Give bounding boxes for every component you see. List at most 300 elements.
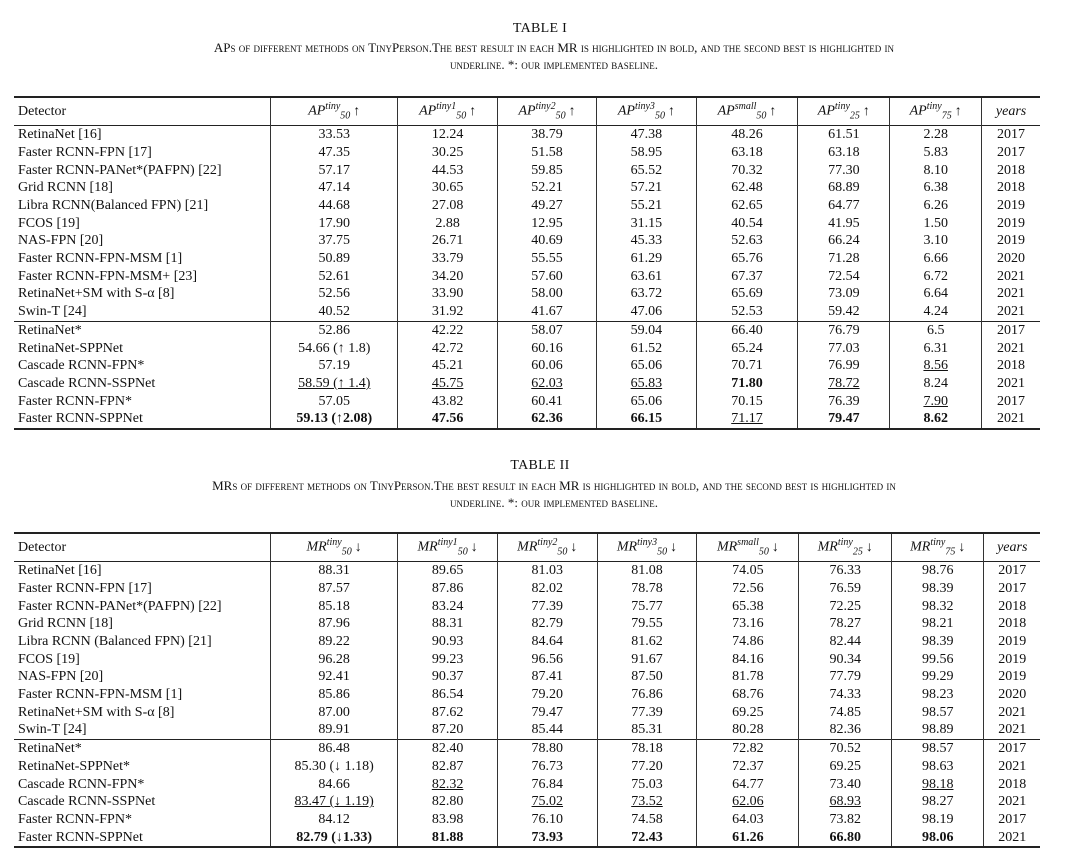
metric-cell: 64.77 [798,197,890,215]
table1-caption-line1: APs of different methods on TinyPerson.The best result in each MR is highlighted in bold, and the second best is highlighted in [213,40,895,55]
detector-cell: RetinaNet+SM with S-α [8] [18,704,175,720]
year-cell: 2019 [982,232,1040,250]
metric-cell: 57.19 [271,357,398,375]
metric-cell: 72.25 [799,598,892,616]
second-best-value: 73.52 [631,794,663,810]
detector-cell: Faster RCNN-FPN* [18,812,132,827]
metric-cell: 70.32 [696,162,798,180]
metric-cell: 52.53 [696,303,798,321]
metric-cell: 87.57 [271,580,398,598]
table2-header-superscript: tiny [837,537,853,548]
year-cell: 2021 [982,285,1040,303]
table2-header-col-4 [597,533,697,562]
detector-cell: Libra RCNN(Balanced FPN) [21] [18,197,209,213]
metric-cell: 96.28 [271,651,398,669]
metric-cell: 65.38 [697,598,799,616]
table-row [14,232,1040,250]
metric-cell [891,829,984,848]
metric-cell: 77.03 [798,340,890,358]
metric-cell: 37.75 [271,232,398,250]
metric-cell: 57.21 [597,179,696,197]
metric-cell: 87.62 [398,704,498,722]
table1-header-arrow-icon: ↑ [469,103,477,119]
table2-header-row [14,533,1040,562]
table1-header-col-7 [890,97,982,126]
metric-cell: 76.99 [798,357,890,375]
year-cell: 2020 [982,250,1040,268]
metric-cell: 99.29 [891,668,984,686]
table1-header-years: years [995,103,1027,119]
metric-cell: 55.55 [497,250,596,268]
metric-cell: 86.54 [398,686,498,704]
second-best-value: 62.06 [732,794,764,810]
metric-cell: 52.63 [696,232,798,250]
metric-cell [798,410,890,429]
table1-header-col-4 [597,97,696,126]
table2-header-arrow-icon: ↓ [865,539,873,555]
metric-cell: 67.37 [696,268,798,286]
second-best-value: 8.56 [923,358,948,374]
metric-cell: 99.56 [891,651,984,669]
detector-cell: FCOS [19] [18,651,80,667]
year-cell: 2021 [982,268,1040,286]
metric-cell: 17.90 [271,215,398,233]
table2-header-subscript: 50 [557,546,568,558]
table1-header-subscript: 50 [555,110,566,122]
table2-header-col-8 [984,533,1040,562]
metric-cell [497,410,596,429]
metric-cell: 66.24 [798,232,890,250]
metric-cell: 55.21 [597,197,696,215]
metric-cell: 12.95 [497,215,596,233]
detector-cell: Grid RCNN [18] [18,616,113,632]
metric-cell: 80.28 [697,721,799,739]
metric-cell [890,410,982,429]
year-cell: 2019 [982,197,1040,215]
year-cell: 2018 [982,179,1040,197]
year-cell: 2019 [984,668,1040,686]
table1-header-superscript: tiny1 [436,101,457,112]
second-best-value: 68.93 [829,794,861,810]
table1-header-metric: AP [817,103,835,119]
table2-header-arrow-icon: ↓ [570,539,578,555]
metric-cell: 61.29 [597,250,696,268]
detector-cell: FCOS [19] [18,215,80,231]
year-cell: 2021 [982,340,1040,358]
table-row [14,375,1040,393]
table1-header-metric: AP [419,103,437,119]
metric-cell: 65.06 [597,357,696,375]
metric-cell: 84.66 [271,776,398,794]
best-value: 71.80 [731,376,763,391]
metric-cell [271,793,398,811]
metric-cell: 60.16 [497,340,596,358]
table1-header-superscript: tiny2 [535,101,556,112]
metric-cell [890,393,982,411]
metric-cell: 79.20 [497,686,597,704]
metric-cell [497,829,597,848]
table1-header-metric: AP [909,103,927,119]
table-row [14,776,1040,794]
best-value: 66.80 [829,829,861,845]
year-cell: 2017 [982,144,1040,162]
detector-cell: Faster RCNN-FPN [17] [18,144,152,160]
metric-cell: 73.82 [799,811,892,829]
metric-cell: 8.10 [890,162,982,180]
detector-cell: Faster RCNN-FPN-MSM+ [23] [18,268,198,284]
second-best-value: 7.90 [923,393,948,409]
metric-cell: 6.66 [890,250,982,268]
metric-cell: 63.18 [696,144,798,162]
table2-header-superscript: tiny1 [437,537,458,548]
year-cell: 2017 [982,393,1040,411]
table-row [14,179,1040,197]
metric-cell: 77.20 [597,758,697,776]
metric-cell: 88.31 [398,615,498,633]
detector-cell: Swin-T [24] [18,304,87,320]
metric-cell [398,829,498,848]
metric-cell: 76.84 [497,776,597,794]
metric-cell: 6.72 [890,268,982,286]
metric-cell: 2.28 [890,126,982,144]
metric-cell [597,793,697,811]
metric-cell [696,410,798,429]
metric-cell: 40.54 [696,215,798,233]
table1-header-superscript: tiny [834,101,850,112]
detector-cell: RetinaNet-SPPNet* [18,758,130,774]
table2-mr-results [14,532,1040,848]
year-cell: 2021 [984,721,1040,739]
metric-cell: 87.96 [271,615,398,633]
metric-cell: 47.06 [597,303,696,321]
table1-header-col-2 [398,97,497,126]
metric-cell [398,375,497,393]
table2-header-metric: MR [417,539,438,555]
metric-cell: 92.41 [271,668,398,686]
table-row [14,562,1040,580]
table1-header-col-6 [798,97,890,126]
year-cell: 2020 [984,686,1040,704]
table2-header-col-5 [697,533,799,562]
table2-header-metric: MR [517,539,538,555]
second-best-value: 82.32 [431,776,464,792]
metric-cell: 79.47 [497,704,597,722]
metric-cell [696,375,798,393]
year-cell: 2019 [984,633,1040,651]
metric-cell: 49.27 [497,197,596,215]
table-row [14,321,1040,339]
metric-cell: 74.86 [697,633,799,651]
metric-cell [497,375,596,393]
table-row [14,268,1040,286]
metric-cell: 68.76 [697,686,799,704]
metric-cell: 66.40 [696,321,798,339]
metric-cell: 85.30 (↓ 1.18) [271,758,398,776]
metric-cell: 75.77 [597,598,697,616]
metric-cell: 6.38 [890,179,982,197]
metric-cell: 6.5 [890,321,982,339]
metric-cell: 40.69 [497,232,596,250]
metric-cell: 76.10 [497,811,597,829]
table1-header-subscript: 50 [340,110,351,122]
metric-cell: 77.39 [497,598,597,616]
table1-header-metric: AP [617,103,635,119]
metric-cell: 98.27 [891,793,984,811]
metric-cell: 98.57 [891,704,984,722]
metric-cell: 98.57 [891,740,984,758]
table1-caption-line2: underline. *: our implemented baseline. [449,57,659,72]
metric-cell: 82.79 [497,615,597,633]
table1-header-subscript: 50 [654,110,665,122]
detector-cell: RetinaNet [16] [18,563,102,579]
table2-title: TABLE II [510,458,570,473]
metric-cell: 78.27 [799,615,892,633]
best-value: 62.36 [531,411,563,427]
metric-cell: 89.22 [271,633,398,651]
table-row [14,686,1040,704]
metric-cell: 81.08 [597,562,697,580]
metric-cell: 73.40 [799,776,892,794]
table2-header-col-3 [497,533,597,562]
metric-cell: 60.41 [497,393,596,411]
metric-cell: 1.50 [890,215,982,233]
metric-cell: 6.64 [890,285,982,303]
metric-cell: 68.89 [798,179,890,197]
metric-cell: 87.20 [398,721,498,739]
metric-cell [597,829,697,848]
metric-cell: 77.79 [799,668,892,686]
detector-cell: Faster RCNN-SPPNet [18,411,143,427]
metric-cell: 64.03 [697,811,799,829]
metric-cell: 44.68 [271,197,398,215]
second-best-value: 83.47 (↓ 1.19) [294,794,374,810]
table2-header-detector: Detector [18,539,67,555]
metric-cell: 76.73 [497,758,597,776]
metric-cell: 76.79 [798,321,890,339]
table2-header-metric: MR [716,539,738,555]
table1-header-subscript: 75 [941,110,952,122]
second-best-value: 65.83 [630,376,663,391]
table-row [14,303,1040,321]
metric-cell: 52.61 [271,268,398,286]
metric-cell: 83.98 [398,811,498,829]
metric-cell: 72.54 [798,268,890,286]
table2-header-subscript: 50 [457,546,468,558]
metric-cell: 76.39 [798,393,890,411]
year-cell: 2021 [982,303,1040,321]
metric-cell: 2.88 [398,215,497,233]
metric-cell: 47.35 [271,144,398,162]
metric-cell: 63.72 [597,285,696,303]
detector-cell: Cascade RCNN-SSPNet [18,794,156,810]
table2-header-col-7 [891,533,984,562]
table1-header-metric: AP [717,103,735,119]
table1-header-arrow-icon: ↑ [667,103,675,119]
metric-cell [697,793,799,811]
metric-cell: 65.69 [696,285,798,303]
metric-cell [799,793,892,811]
metric-cell: 52.86 [271,321,398,339]
year-cell: 2021 [982,410,1040,429]
best-value: 61.26 [732,829,764,845]
metric-cell [697,829,799,848]
table-row [14,580,1040,598]
metric-cell: 84.12 [271,811,398,829]
year-cell: 2021 [982,375,1040,393]
table2-header-metric: MR [817,539,838,555]
year-cell: 2017 [984,740,1040,758]
metric-cell: 58.07 [497,321,596,339]
table1-caption [0,39,1080,73]
table1-title: TABLE I [512,21,568,36]
metric-cell: 78.78 [597,580,697,598]
metric-cell: 85.44 [497,721,597,739]
table2-header-subscript: 25 [852,546,863,558]
table2-header-superscript: tiny [326,537,342,548]
metric-cell: 82.80 [398,793,498,811]
metric-cell: 73.16 [697,615,799,633]
metric-cell: 41.67 [497,303,596,321]
metric-cell: 70.15 [696,393,798,411]
metric-cell [890,357,982,375]
year-cell: 2018 [982,162,1040,180]
metric-cell: 98.39 [891,633,984,651]
second-best-value: 78.72 [828,376,860,391]
metric-cell: 61.52 [597,340,696,358]
metric-cell: 91.67 [597,651,697,669]
metric-cell: 57.17 [271,162,398,180]
second-best-value: 45.75 [431,376,464,391]
metric-cell: 72.82 [697,740,799,758]
year-cell: 2021 [984,793,1040,811]
detector-cell: Libra RCNN (Balanced FPN) [21] [18,633,212,649]
metric-cell: 47.14 [271,179,398,197]
table-row [14,740,1040,758]
table2-caption-line2: underline. *: our implemented baseline. [449,495,659,510]
table-row [14,340,1040,358]
metric-cell: 87.00 [271,704,398,722]
metric-cell [271,375,398,393]
metric-cell: 26.71 [398,232,497,250]
metric-cell: 82.02 [497,580,597,598]
metric-cell: 40.52 [271,303,398,321]
detector-cell: Cascade RCNN-SSPNet [18,376,156,391]
detector-cell: Faster RCNN-SPPNet [18,829,143,845]
metric-cell: 70.52 [799,740,892,758]
metric-cell: 79.55 [597,615,697,633]
detector-cell: RetinaNet-SPPNet [18,340,123,356]
metric-cell: 42.22 [398,321,497,339]
table2-caption-line1: MRs of different methods on TinyPerson.The best result in each MR is highlighted in bold, and the second best is highlighted in [212,478,896,493]
table2-header-subscript: 50 [341,546,352,558]
table1-header-metric: AP [308,103,326,119]
metric-cell: 59.42 [798,303,890,321]
metric-cell: 45.33 [597,232,696,250]
year-cell: 2021 [984,758,1040,776]
metric-cell: 51.58 [497,144,596,162]
detector-cell: Faster RCNN-FPN-MSM [1] [18,687,183,703]
metric-cell: 45.21 [398,357,497,375]
best-value: 47.56 [431,411,464,427]
metric-cell: 83.24 [398,598,498,616]
metric-cell: 57.05 [271,393,398,411]
table2-caption [0,477,1080,511]
second-best-value: 98.18 [921,776,954,792]
metric-cell: 88.31 [271,562,398,580]
table2-header-metric: MR [616,539,638,555]
metric-cell: 4.24 [890,303,982,321]
detector-cell: Faster RCNN-PANet*(PAFPN) [22] [18,162,222,178]
metric-cell: 98.63 [891,758,984,776]
table2-header-arrow-icon: ↓ [670,539,678,555]
year-cell: 2018 [984,615,1040,633]
best-value: 98.06 [921,829,954,845]
table2-header-col-2 [398,533,498,562]
metric-cell: 90.37 [398,668,498,686]
metric-cell: 52.21 [497,179,596,197]
table1-header-metric: AP [518,103,536,119]
metric-cell: 85.31 [597,721,697,739]
metric-cell: 65.76 [696,250,798,268]
table2-header-subscript: 50 [657,546,668,558]
metric-cell: 85.86 [271,686,398,704]
best-value: 66.15 [630,411,663,427]
metric-cell: 69.25 [697,704,799,722]
metric-cell: 65.24 [696,340,798,358]
metric-cell: 12.24 [398,126,497,144]
detector-cell: RetinaNet* [18,322,82,338]
detector-cell: Swin-T [24] [18,722,87,738]
metric-cell: 58.00 [497,285,596,303]
metric-cell: 87.86 [398,580,498,598]
metric-cell: 60.06 [497,357,596,375]
metric-cell [891,776,984,794]
metric-cell: 33.53 [271,126,398,144]
table-row [14,393,1040,411]
table2-header-superscript: small [737,537,759,548]
metric-cell: 61.51 [798,126,890,144]
metric-cell: 58.95 [597,144,696,162]
table-row [14,758,1040,776]
detector-cell: Cascade RCNN-FPN* [18,358,145,374]
metric-cell: 82.44 [799,633,892,651]
metric-cell [497,793,597,811]
year-cell: 2021 [984,704,1040,722]
table1-header-subscript: 50 [456,110,467,122]
metric-cell: 78.80 [497,740,597,758]
metric-cell: 69.25 [799,758,892,776]
metric-cell: 73.09 [798,285,890,303]
year-cell: 2017 [984,811,1040,829]
year-cell: 2019 [982,215,1040,233]
metric-cell: 76.33 [799,562,892,580]
metric-cell: 98.19 [891,811,984,829]
table1-header-arrow-icon: ↑ [769,103,777,119]
detector-cell: RetinaNet+SM with S-α [8] [18,286,175,302]
metric-cell: 59.85 [497,162,596,180]
table1-ap-results [14,96,1040,430]
metric-cell: 98.23 [891,686,984,704]
metric-cell: 5.83 [890,144,982,162]
year-cell: 2018 [982,357,1040,375]
metric-cell: 89.91 [271,721,398,739]
detector-cell: Cascade RCNN-FPN* [18,776,145,792]
table-row [14,285,1040,303]
table2-header-arrow-icon: ↓ [771,539,779,555]
metric-cell: 47.38 [597,126,696,144]
metric-cell: 98.89 [891,721,984,739]
metric-cell: 74.85 [799,704,892,722]
